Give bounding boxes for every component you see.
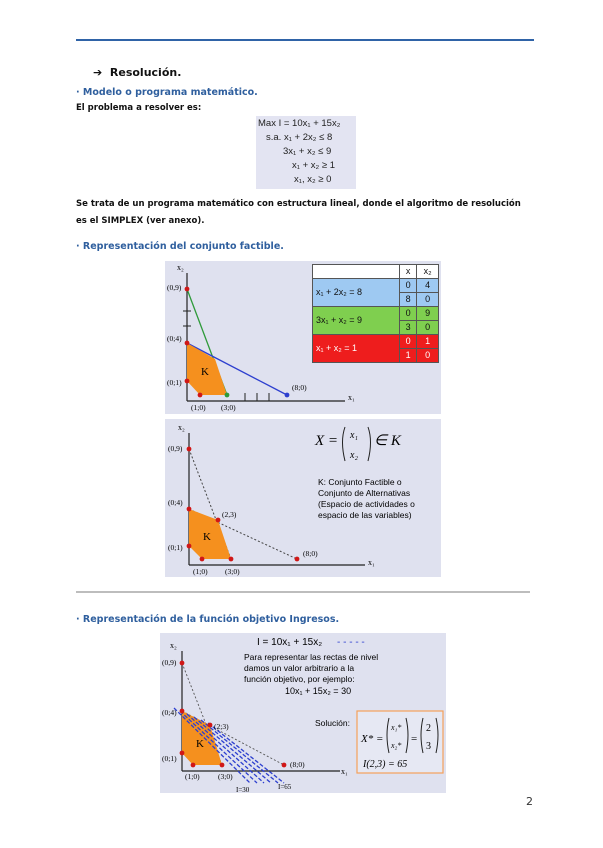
- point-8-0: [285, 393, 290, 398]
- label-0-9: (0,9): [162, 658, 177, 667]
- table-cell-eq: 3x₁ + x₂ = 9: [313, 307, 400, 335]
- point-0-9: [187, 447, 192, 452]
- table-cell-eq: x₁ + x₂ = 1: [313, 335, 400, 363]
- objective-text-line: Para representar las rectas de nivel: [244, 652, 379, 662]
- point-3-0: [225, 393, 230, 398]
- description-line: espacio de las variables): [318, 510, 412, 520]
- description-paragraph: Se trata de un programa matemático con estructura lineal, donde el algoritmo de resolución es el SIMPLEX (ver anexo).: [76, 199, 521, 226]
- label-2-3: (2,3): [222, 510, 237, 519]
- dash-legend: - - - - -: [337, 637, 365, 648]
- label-0-1: (0;1): [162, 754, 177, 763]
- table-cell: 1: [400, 349, 417, 363]
- point-0-4: [185, 341, 190, 346]
- heading-title: Resolución.: [109, 66, 182, 79]
- feasible-region-figure: [165, 261, 441, 414]
- point-1-0: [191, 763, 196, 768]
- table-cell: 0: [417, 293, 439, 307]
- objective-line: Max I = 10x₁ + 15x₂: [258, 118, 341, 129]
- feasible-set-plot: [165, 419, 441, 577]
- table-header-row: [313, 265, 439, 279]
- label-0-4: (0;4): [167, 334, 182, 343]
- section-feasible-title: · Representación del conjunto factible.: [76, 241, 284, 252]
- region-label: K: [196, 738, 204, 750]
- point-0-1: [185, 379, 190, 384]
- point-1-0: [198, 393, 203, 398]
- table-header: [313, 265, 400, 279]
- solution-value: I(2,3) = 65: [363, 759, 408, 770]
- table-cell: 8: [400, 293, 417, 307]
- objective-function-plot: [160, 633, 446, 793]
- objective-text-line: función objetivo, por ejemplo:: [244, 674, 355, 684]
- section-divider: [76, 591, 530, 593]
- label-8-0: (8;0): [303, 549, 318, 558]
- table-cell: 0: [417, 349, 439, 363]
- label-3-0: (3;0): [221, 403, 236, 412]
- label-0-4: (0;4): [162, 708, 177, 717]
- table-header: x₂: [417, 265, 439, 279]
- table-cell: 4: [417, 279, 439, 293]
- intercept-table: [312, 264, 439, 363]
- table-cell: 0: [400, 335, 417, 349]
- point-0-1: [187, 544, 192, 549]
- point-8-0: [295, 557, 300, 562]
- point-1-0: [200, 557, 205, 562]
- x-axis-label: x₁: [368, 558, 375, 567]
- region-label: K: [201, 366, 209, 378]
- objective-text-line: 10x₁ + 15x₂ = 30: [285, 686, 352, 696]
- label-0-9: (0,9): [167, 283, 182, 292]
- section-objective-title: · Representación de la función objetivo Ingresos.: [76, 614, 340, 625]
- table-cell: 0: [400, 279, 417, 293]
- region-label: K: [203, 531, 211, 543]
- level-label-65: I=65: [278, 783, 292, 791]
- label-0-1: (0;1): [168, 543, 183, 552]
- constraint-2: 3x₁ + x₂ ≤ 9: [283, 146, 332, 157]
- description-text: [318, 477, 415, 520]
- point-0-4: [187, 507, 192, 512]
- table-cell: 1: [417, 335, 439, 349]
- constraint-1: s.a. x₁ + 2x₂ ≤ 8: [266, 132, 333, 143]
- solution-x2: x₂*: [391, 741, 402, 750]
- point-0-9: [185, 287, 190, 292]
- page-number: 2: [526, 795, 533, 808]
- feasible-set-figure: [165, 419, 441, 577]
- label-0-4: (0;4): [168, 498, 183, 507]
- table-row: [313, 307, 439, 321]
- arrow-icon: ➔: [93, 66, 103, 79]
- label-3-0: (3;0): [225, 567, 240, 576]
- label-1-0: (1;0): [193, 567, 208, 576]
- equals-sign: =: [411, 733, 418, 745]
- intro-text: El problema a resolver es:: [76, 103, 202, 113]
- description-line: Conjunto de Alternativas: [318, 488, 411, 498]
- table-cell: 9: [417, 307, 439, 321]
- label-8-0: (8;0): [292, 383, 307, 392]
- y-axis-label: x₂: [177, 263, 184, 272]
- label-1-0: (1;0): [185, 772, 200, 781]
- formula-lhs: X =: [315, 433, 339, 449]
- table-cell: 0: [417, 321, 439, 335]
- label-0-1: (0;1): [167, 378, 182, 387]
- solution-label: Solución:: [315, 718, 350, 728]
- point-0-4: [180, 709, 185, 714]
- table-cell: 0: [400, 307, 417, 321]
- table-cell-eq: x₁ + 2x₂ = 8: [313, 279, 400, 307]
- constraint-3: x₁ + x₂ ≥ 1: [292, 160, 335, 171]
- point-2-3: [208, 723, 213, 728]
- label-2-3: (2;3): [214, 722, 229, 731]
- x-axis-label: x₁: [341, 767, 348, 776]
- constraint-4: x₁, x₂ ≥ 0: [294, 174, 332, 185]
- formula-x1: x₁: [350, 430, 358, 441]
- objective-text-line: damos un valor arbitrario a la: [244, 663, 355, 673]
- objective-title: I = 10x₁ + 15x₂: [257, 637, 323, 648]
- section-model-title: · Modelo o programa matemático.: [76, 87, 258, 98]
- point-8-0: [282, 763, 287, 768]
- solution-e2: 3: [426, 741, 431, 752]
- description-line: (Espacio de actividades o: [318, 499, 415, 509]
- y-axis-label: x₂: [178, 423, 185, 432]
- point-2-3: [216, 518, 221, 523]
- header-rule: [76, 39, 534, 41]
- table-row: [313, 335, 439, 349]
- table-row: [313, 279, 439, 293]
- point-0-1: [180, 751, 185, 756]
- objective-function-figure: [160, 633, 446, 793]
- x-axis-label: x₁: [348, 393, 355, 402]
- bracket-left: [343, 427, 346, 461]
- table-cell: 3: [400, 321, 417, 335]
- point-3-0: [229, 557, 234, 562]
- description-line: K: Conjunto Factible o: [318, 477, 402, 487]
- bracket-right: [368, 427, 371, 461]
- label-1-0: (1;0): [191, 403, 206, 412]
- table-header: x: [400, 265, 417, 279]
- label-0-9: (0,9): [168, 444, 183, 453]
- solution-e1: 2: [426, 723, 431, 734]
- solution-x1: x₁*: [391, 723, 402, 732]
- math-model-box: [256, 116, 356, 189]
- level-label-30: I=30: [236, 786, 250, 793]
- label-3-0: (3;0): [218, 772, 233, 781]
- solution-lhs: X* =: [361, 733, 384, 745]
- formula-rhs: ∈ K: [374, 433, 401, 449]
- y-axis-label: x₂: [170, 641, 177, 650]
- label-8-0: (8;0): [290, 760, 305, 769]
- heading: [93, 66, 181, 79]
- formula-x2: x₂: [350, 450, 358, 461]
- point-3-0: [220, 763, 225, 768]
- point-0-9: [180, 661, 185, 666]
